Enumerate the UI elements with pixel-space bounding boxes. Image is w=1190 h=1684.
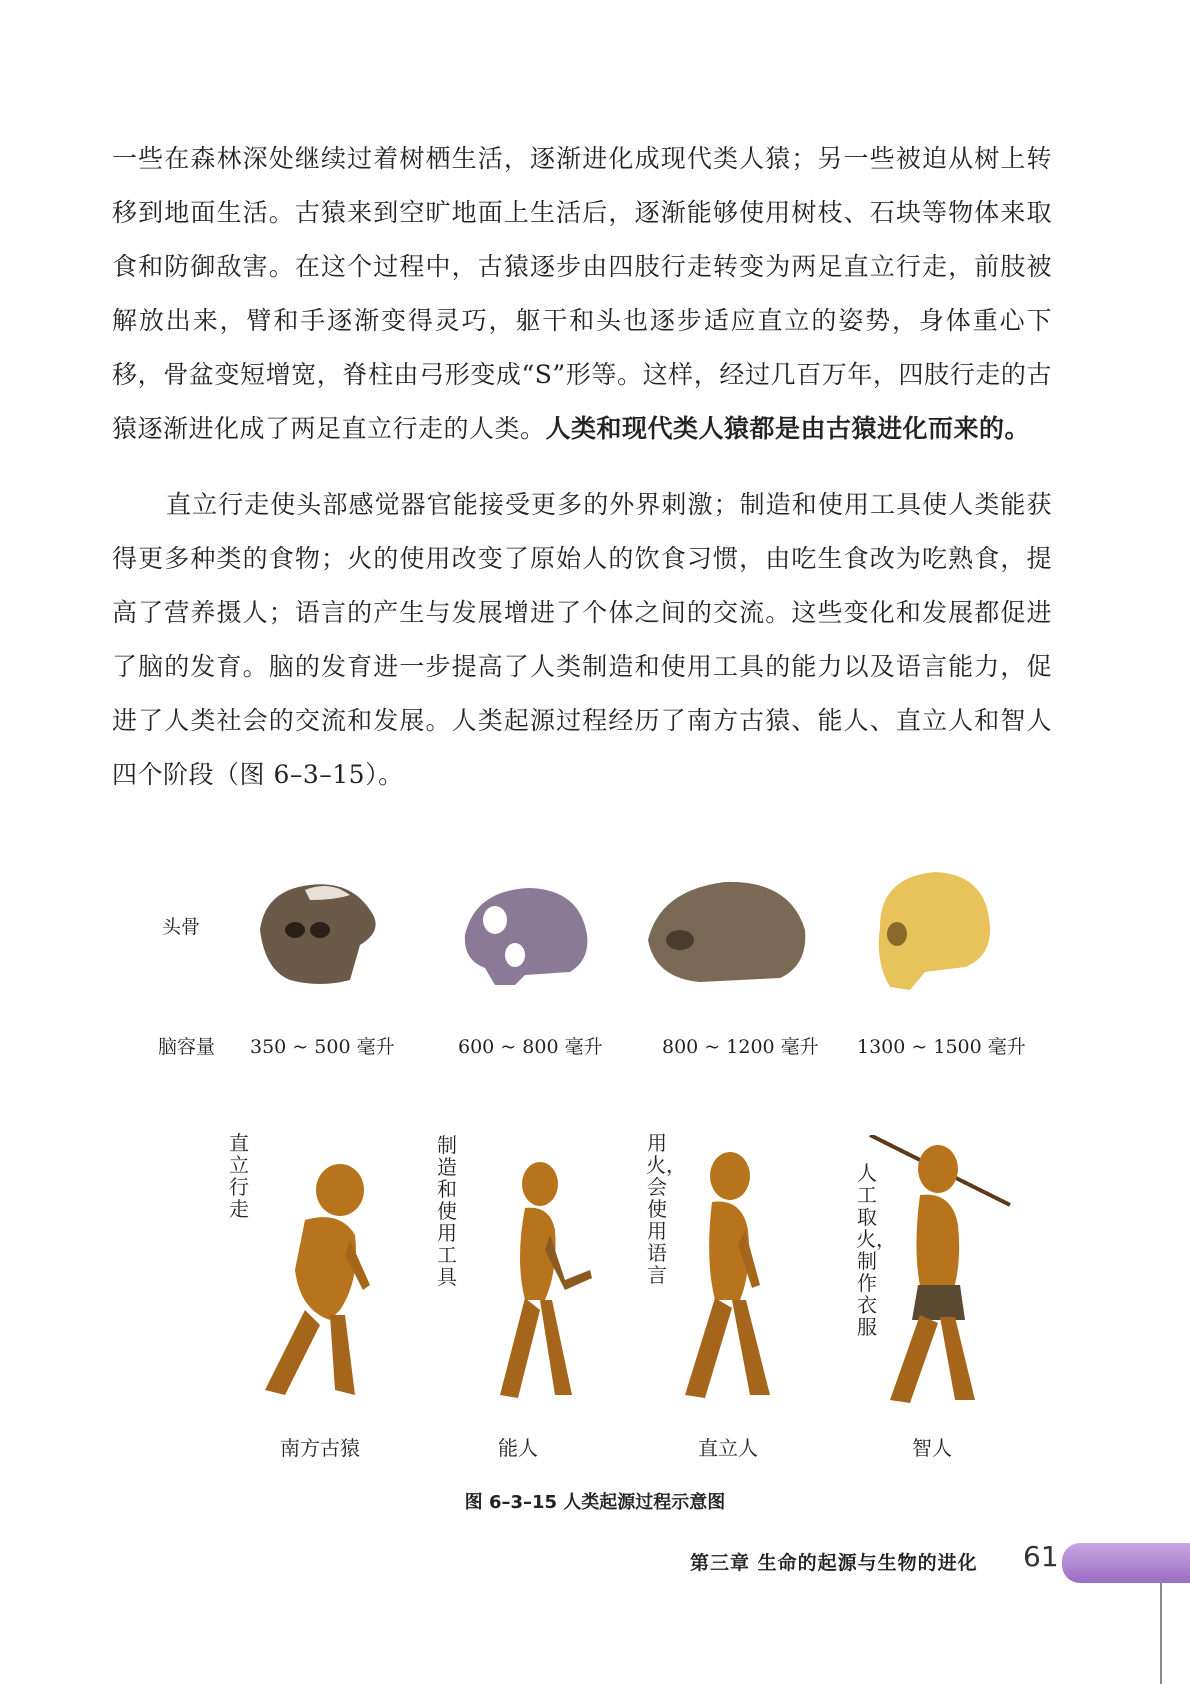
paragraph-1 xyxy=(112,132,1052,456)
skull-homo-sapiens-icon xyxy=(865,862,995,992)
figure-australopithecus-icon xyxy=(245,1160,395,1410)
skull-row-label: 头骨 xyxy=(162,916,201,938)
stage-homo-habilis: 能人 xyxy=(498,1436,538,1460)
stage-australopithecus: 南方古猿 xyxy=(280,1436,360,1460)
figure-homo-erectus-icon xyxy=(660,1150,790,1410)
trait-fire-clothing: 人工取火，制作衣服 xyxy=(856,1161,896,1339)
figure-homo-habilis-icon xyxy=(480,1160,600,1410)
page-edge-line xyxy=(1160,1583,1162,1684)
paragraph-2: 直立行走使头部感觉器官能接受更多的外界刺激；制造和使用工具使人类能获得更多种类的食物；火的使用改变了原始人的饮食习惯，由吃生食改为吃熟食，提高了营养摄人；语言的产生与发展增进了个体之间的交流。这些变化和发展都促进了脑的发育。脑的发育进一步提高了人类制造和使用工具的能力以及语言能力，促进了人类社会的交流和发展。人类起源过程经历了南方古猿、能人、直立人和智人四个阶段（图 6–3–15）。 xyxy=(112,490,1052,789)
trait-fire-language: 用火，会使用语言 xyxy=(646,1131,686,1287)
trait-upright-walking: 直立行走 xyxy=(229,1131,249,1221)
paragraph-1-text: 一些在森林深处继续过着树栖生活，逐渐进化成现代类人猿；另一些被迫从树上转移到地面生活。古猿来到空旷地面上生活后，逐渐能够使用树枝、石块等物体来取食和防御敌害。在这个过程中，古猿逐步由四肢行走转变为两足直立行走，前肢被解放出来，臂和手逐渐变得灵巧，躯干和头也逐步适应直立的姿势，身体重心下移，骨盆变短增宽，脊柱由弓形变成“S”形等。这样，经过几百万年，四肢行走的古猿逐渐进化成了两足直立行走的人类。 xyxy=(112,144,1052,443)
capacity-australopithecus: 350 ~ 500 毫升 xyxy=(250,1036,395,1058)
trait-tool-use: 制造和使用工具 xyxy=(437,1133,457,1289)
capacity-homo-sapiens: 1300 ~ 1500 毫升 xyxy=(857,1036,1026,1058)
figure-homo-sapiens-icon xyxy=(860,1135,1020,1415)
paragraph-1-bold: 人类和现代类人猿都是由古猿进化而来的。 xyxy=(545,414,1031,443)
skull-homo-habilis-icon xyxy=(455,880,595,990)
capacity-homo-habilis: 600 ~ 800 毫升 xyxy=(458,1036,603,1058)
stage-homo-erectus: 直立人 xyxy=(698,1436,758,1460)
chapter-tab xyxy=(1062,1543,1190,1583)
brain-capacity-label: 脑容量 xyxy=(158,1036,216,1058)
skull-australopithecus-icon xyxy=(250,870,390,990)
stage-homo-sapiens: 智人 xyxy=(912,1436,952,1460)
skull-homo-erectus-icon xyxy=(640,870,810,990)
footer-chapter-title: 第三章 生命的起源与生物的进化 xyxy=(690,1552,978,1574)
capacity-homo-erectus: 800 ~ 1200 毫升 xyxy=(662,1036,819,1058)
page-number: 61 xyxy=(1023,1540,1059,1573)
figure-caption: 图 6–3–15 人类起源过程示意图 xyxy=(464,1492,726,1513)
